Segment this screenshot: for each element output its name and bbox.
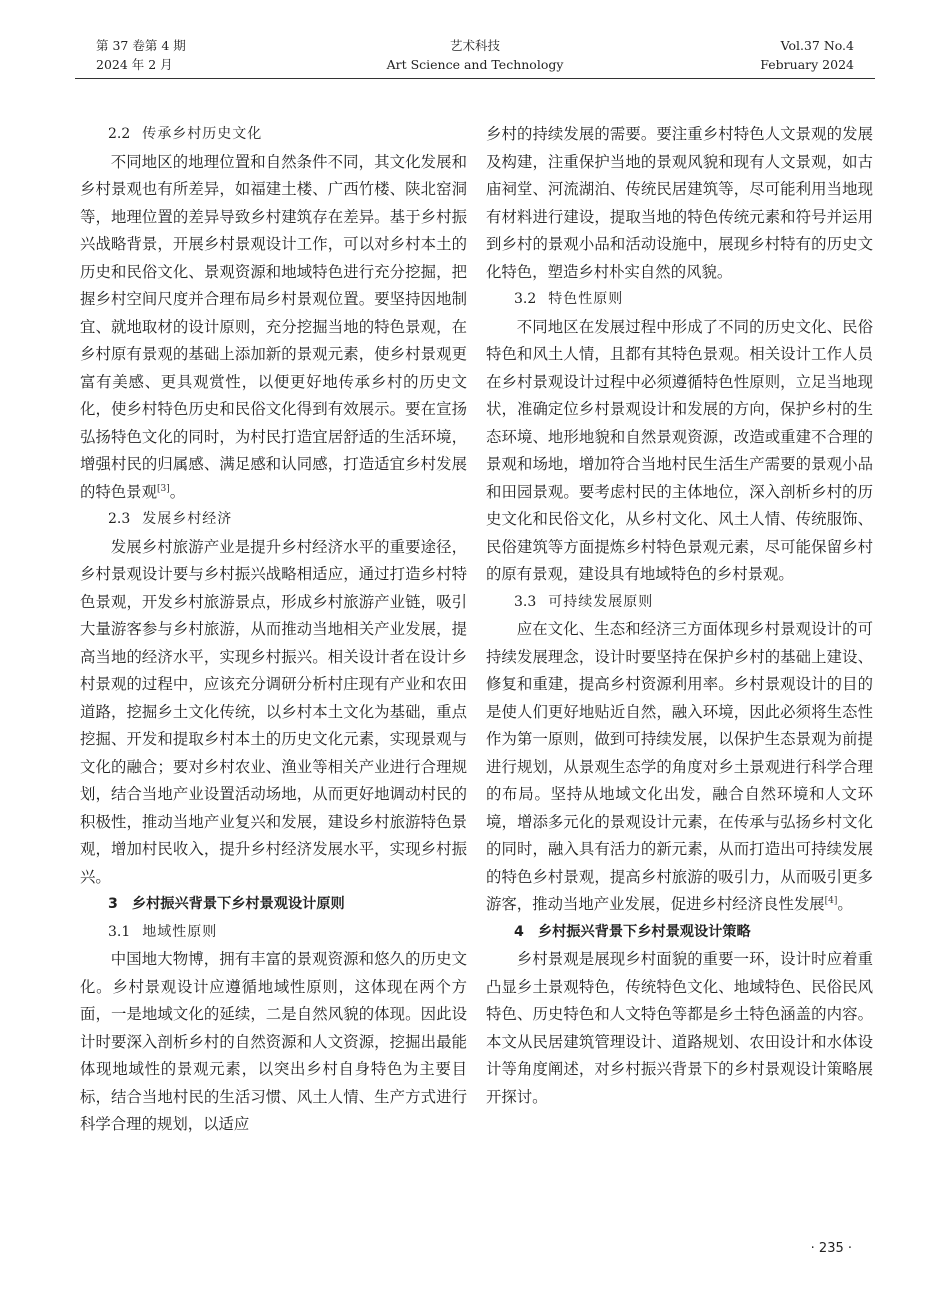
section-number: 3 — [108, 896, 118, 912]
citation-ref: [3] — [156, 483, 170, 494]
header-journal-name-en: Art Science and Technology — [386, 57, 564, 72]
section-number: 2.2 — [108, 126, 131, 142]
section-number: 2.3 — [108, 511, 131, 527]
section-title: 地域性原则 — [142, 923, 218, 940]
section-number: 3.1 — [108, 923, 131, 940]
header-date-cn: 2024 年 2 月 — [96, 57, 173, 72]
section-heading-3-1 — [80, 919, 467, 947]
paragraph-2-2 — [80, 149, 467, 507]
paragraph-3-2: 不同地区在发展过程中形成了不同的历史文化、民俗特色和风土人情，且都有其特色景观。相关设计工作人员在乡村景观设计过程中必须遵循特色性原则，立足当地现状，准确定位乡村景观设计和发展的方向，保护乡村的生态环境、地形地貌和自然景观资源，改造或重建不合理的景观和场地，增加符合当地村民生活生产需要的景观小品和田园景观。要考虑村民的主体地位，深入剖析乡村的历史文化和民俗文化，从乡村文化、风土人情、传统服饰、民俗建筑等方面提炼乡村特色景观元素，尽可能保留乡村的原有景观，建设具有地域特色的乡村景观。 — [486, 317, 873, 583]
section-heading-3 — [80, 891, 467, 919]
citation-ref: [4] — [824, 895, 838, 906]
page-number: · 235 · — [810, 1241, 852, 1256]
section-heading-2-3 — [80, 506, 467, 534]
paragraph-4: 乡村景观是展现乡村面貌的重要一环，设计时应着重凸显乡土景观特色，传统特色文化、地域特色、民俗民风特色、历史特色和人文特色等都是乡土特色涵盖的内容。本文从民居建筑管理设计、道路规划、农田设计和水体设计等角度阐述，对乡村振兴背景下的乡村景观设计策略展开探讨。 — [486, 950, 873, 1106]
left-column — [80, 121, 467, 1139]
section-title: 乡村振兴背景下乡村景观设计原则 — [131, 896, 345, 912]
section-heading-2-2 — [80, 121, 467, 149]
header-date-en: February 2024 — [760, 57, 854, 72]
section-number: 3.2 — [514, 291, 537, 307]
header-rule — [75, 78, 875, 79]
section-heading-3-3 — [486, 589, 873, 617]
header-volume-info-en — [684, 36, 854, 76]
header-journal-title — [375, 36, 575, 76]
section-title: 可持续发展原则 — [548, 593, 654, 610]
section-number: 4 — [514, 923, 524, 940]
section-title: 传承乡村历史文化 — [142, 126, 263, 142]
paragraph-2-3: 发展乡村旅游产业是提升乡村经济水平的重要途径，乡村景观设计要与乡村振兴战略相适应，通过打造乡村特色景观，开发乡村旅游景点，形成乡村旅游产业链，吸引大量游客参与乡村旅游，从而推动当地相关产业发展，提高当地的经济水平，实现乡村振兴。相关设计者在设计乡村景观的过程中，应该充分调研分析村庄现有产业和农田道路，挖掘乡土文化传统，以乡村本土文化为基础，重点挖掘、开发和提取乡村本土的历史文化元素，实现景观与文化的融合；要对乡村农业、渔业等相关产业进行合理规划，结合当地产业设置活动场地，从而更好地调动村民的积极性，推动当地产业复兴和发展，建设乡村旅游特色景观，增加村民收入，提升乡村经济发展水平，实现乡村振兴。 — [80, 537, 467, 886]
paragraph-end: 。 — [837, 895, 853, 913]
header-journal-name-cn: 艺术科技 — [449, 38, 500, 53]
header-volume-info — [96, 36, 246, 76]
section-heading-3-2 — [486, 286, 873, 314]
section-heading-4 — [486, 919, 873, 947]
section-title: 乡村振兴背景下乡村景观设计策略 — [537, 923, 751, 940]
paragraph-3-1: 中国地大物博，拥有丰富的景观资源和悠久的历史文化。乡村景观设计应遵循地域性原则，这体现在两个方面，一是地域文化的延续，二是自然风貌的体现。因此设计时要深入剖析乡村的自然资源和人文资源，挖掘出最能体现地域性的景观元素，以突出乡村自身特色为主要目标，结合当地村民的生活习惯、风土人情、生产方式进行科学合理的规划，以适应 — [80, 950, 467, 1133]
right-column — [486, 121, 873, 1111]
paragraph-text: 应在文化、生态和经济三方面体现乡村景观设计的可持续发展理念，设计时要坚持在保护乡村的基础上建设、修复和重建，提高乡村资源利用率。乡村景观设计的目的是使人们更好地贴近自然，融入环境，因此必须将生态性作为第一原则，做到可持续发展，以保护生态景观为前提进行规划，从景观生态学的角度对乡土景观进行科学合理的布局。坚持从地域文化出发，融合自然环境和人文环境，增添多元化的景观设计元素，在传承与弘扬乡村文化的同时，融入具有活力的新元素，从而打造出可持续发展的特色乡村景观，提高乡村旅游的吸引力，从而吸引更多游客，推动当地产业发展，促进乡村经济良性发展 — [486, 620, 873, 913]
header-volume-issue: 第 37 卷第 4 期 — [96, 38, 186, 53]
section-number: 3.3 — [514, 593, 537, 610]
header-volume-issue-en: Vol.37 No.4 — [780, 38, 854, 53]
paragraph-3-3 — [486, 616, 873, 919]
paragraph-end: 。 — [169, 482, 186, 501]
paragraph-text: 不同地区的地理位置和自然条件不同，其文化发展和乡村景观也有所差异，如福建土楼、广西竹楼、陕北窑洞等，地理位置的差异导致乡村建筑存在差异。基于乡村振兴战略背景，开展乡村景观设计工作，可以对乡村本土的历史和民俗文化、景观资源和地域特色进行充分挖掘，把握乡村空间尺度并合理布局乡村景观位置。要坚持因地制宜、就地取材的设计原则，充分挖掘当地的特色景观，在乡村原有景观的基础上添加新的景观元素，使乡村景观更富有美感、更具观赏性，以便更好地传承乡村的历史文化，使乡村特色历史和民俗文化得到有效展示。要在宣扬弘扬特色文化的同时，为村民打造宜居舒适的生活环境，增强村民的归属感、满足感和认同感，打造适宜乡村发展的特色景观 — [80, 152, 467, 501]
section-title: 发展乡村经济 — [142, 511, 233, 527]
paragraph-3-1-continued: 乡村的持续发展的需要。要注重乡村特色人文景观的发展及构建，注重保护当地的景观风貌和现有人文景观，如古庙祠堂、河流湖泊、传统民居建筑等，尽可能利用当地现有材料进行建设，提取当地的特色传统元素和符号并运用到乡村的景观小品和活动设施中，展现乡村特有的历史文化特色，塑造乡村朴实自然的风貌。 — [486, 125, 873, 281]
section-title: 特色性原则 — [548, 291, 624, 307]
